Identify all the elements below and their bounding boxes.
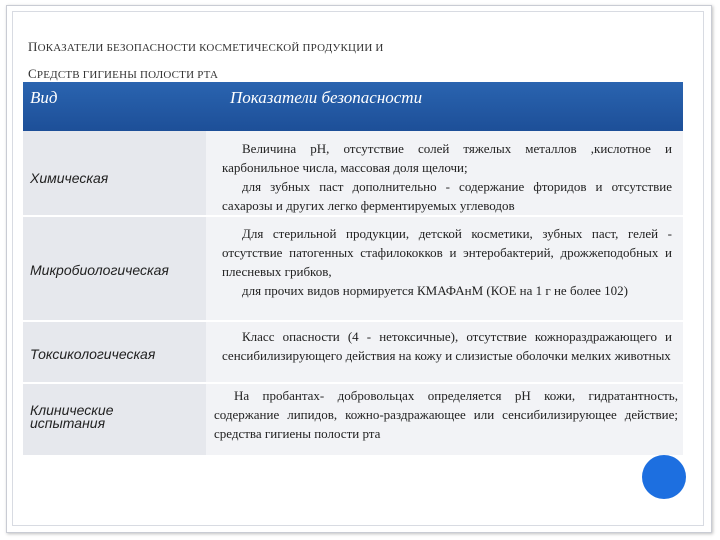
row-divider (23, 215, 683, 217)
row-text-chemical (222, 139, 672, 215)
row-type-chemical: Химическая (30, 170, 109, 186)
paragraph: На пробантах- добровольцах определяется рН кожи, гидратантность, содержание липидов, кожно-раздражающее или сенсибилизирующее действие; средства гигиены полости рта (214, 388, 678, 441)
row-type-toxicological: Токсикологическая (30, 346, 156, 362)
paragraph: для зубных паст дополнительно - содержание фторидов и отсутствие сахарозы и других легко ферментируемых углеводов (222, 179, 672, 213)
header-type: Вид (30, 88, 58, 107)
paragraph: Величина рН, отсутствие солей тяжелых металлов ,кислотное и карбонильное числа, массовая доля щелочи; (222, 141, 672, 175)
header-indicators: Показатели безопасности (230, 88, 423, 107)
row-divider (23, 320, 683, 322)
paragraph: Для стерильной продукции, детской косметики, зубных паст, гелей - отсутствие патогенных стафилококков и энтеробактерий, дрожжеподобных и плесневых грибков, (222, 226, 672, 279)
title-line-2: СРЕДСТВ ГИГИЕНЫ ПОЛОСТИ РТА (28, 66, 219, 81)
title-line-1: ПОКАЗАТЕЛИ БЕЗОПАСНОСТИ КОСМЕТИЧЕСКОЙ ПРОДУКЦИИ И (28, 39, 384, 54)
slide-title (28, 34, 628, 88)
paragraph: для прочих видов нормируется КМАФАнМ (КОЕ на 1 г не более 102) (242, 283, 629, 298)
row-type-microbiological: Микробиологическая (30, 262, 169, 278)
row-text-microbiological (222, 224, 672, 300)
row-type-clinical: Клинические испытания (30, 402, 114, 431)
row-text-clinical (214, 386, 678, 443)
row-text-toxicological (222, 327, 672, 365)
decorative-circle (642, 455, 686, 499)
paragraph: Класс опасности (4 - нетоксичные), отсутствие кожнораздражающего и сенсибилизирующего действия на кожу и слизистые оболочки мелких животных (222, 329, 672, 363)
row-divider (23, 382, 683, 384)
